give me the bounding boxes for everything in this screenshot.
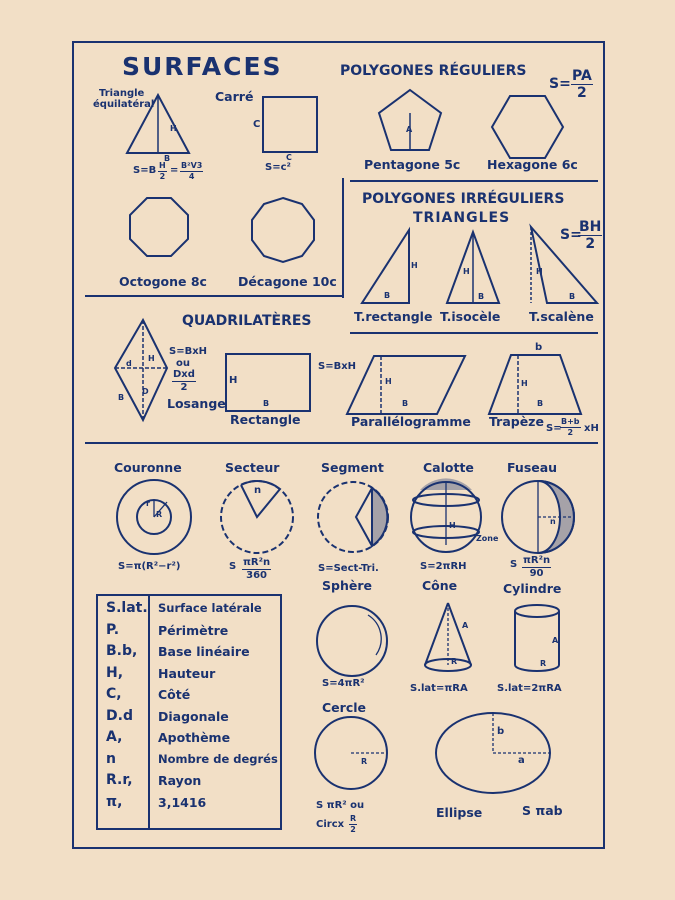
losange-formula-1: S=BxH xyxy=(169,346,208,357)
triangle-formula-s: S=B xyxy=(133,165,157,176)
legend-abbr: R.r, xyxy=(106,772,133,788)
trapezoid-formula-x: xH xyxy=(584,423,599,434)
triangle-eq: = xyxy=(170,165,179,176)
isosceles-h: H xyxy=(463,267,470,276)
fuseau-frac-den: 90 xyxy=(529,568,544,579)
legend-row xyxy=(98,708,280,729)
rectangle-h: H xyxy=(229,375,238,386)
sphere-formula: S=4πR² xyxy=(322,678,365,689)
legend-abbr: H, xyxy=(106,664,124,681)
legend-abbr: S.lat. xyxy=(106,600,148,616)
irregular-formula-frac xyxy=(578,220,602,251)
triangle-h: H xyxy=(170,124,177,133)
trapezoid-formula-s: S= xyxy=(546,423,562,434)
cone-r: R xyxy=(451,657,458,666)
secteur-s: S xyxy=(229,561,237,572)
couronne-r: r xyxy=(146,499,150,508)
legend-definition: Nombre de degrés xyxy=(158,751,278,766)
regular-formula-s: S= xyxy=(549,76,571,92)
isosceles-label: T.isocèle xyxy=(440,309,501,324)
legend-row xyxy=(98,772,280,793)
pentagon-a: A xyxy=(406,125,413,134)
losange-h: H xyxy=(148,354,155,363)
legend-definition: Apothème xyxy=(158,730,231,745)
legend-abbr: A, xyxy=(106,729,123,745)
legend-definition: 3,1416 xyxy=(158,794,207,810)
legend-definition: Diagonale xyxy=(158,708,229,724)
legend-abbr: B.b, xyxy=(106,643,138,659)
ellipse-formula: S πab xyxy=(522,803,563,818)
square-label: Carré xyxy=(215,89,254,104)
scalene-h: H xyxy=(536,267,543,276)
losange-frac xyxy=(172,370,196,393)
decagon-label: Décagone 10c xyxy=(238,274,337,289)
cylinder-label: Cylindre xyxy=(503,581,562,596)
right-triangle-label: T.rectangle xyxy=(354,309,433,324)
triangle-b: B xyxy=(164,154,171,163)
calotte-label: Calotte xyxy=(423,460,474,475)
ellipse-label: Ellipse xyxy=(436,805,483,820)
regular-formula-num: PA xyxy=(572,68,592,84)
square-bottom-c: C xyxy=(286,153,292,162)
triangle-frac-2-num: B²V3 xyxy=(181,161,203,170)
rectangle-label: Rectangle xyxy=(230,412,301,427)
couronne-label: Couronne xyxy=(114,460,182,475)
segment-fill xyxy=(372,488,387,546)
losange-d-big: D xyxy=(142,387,149,396)
parallelogram-h: H xyxy=(385,377,392,386)
abbreviations-legend xyxy=(96,594,282,830)
parallelogram-label: Parallélogramme xyxy=(351,414,471,429)
right-triangle-b: B xyxy=(384,291,391,300)
hexagon-label: Hexagone 6c xyxy=(487,157,578,172)
cercle-formula-2: Circx xyxy=(316,819,345,830)
cylinder-r: R xyxy=(540,659,547,668)
fuseau-n: n xyxy=(550,517,556,526)
legend-definition: Base linéaire xyxy=(158,644,250,659)
legend-row xyxy=(98,600,280,621)
page-title: SURFACES xyxy=(122,52,283,81)
legend-row xyxy=(98,622,280,643)
legend-row xyxy=(98,751,280,772)
secteur-frac xyxy=(242,558,271,581)
trapezoid-h: H xyxy=(521,379,528,388)
triangle-frac-1-num: H xyxy=(159,161,166,170)
triangle-label-2: équilatéral xyxy=(93,99,155,110)
fuseau-label: Fuseau xyxy=(507,460,558,475)
secteur-n: n xyxy=(254,485,262,496)
couronne-R: R xyxy=(156,510,163,519)
octagon-label: Octogone 8c xyxy=(119,274,207,289)
secteur-label: Secteur xyxy=(225,460,280,475)
legend-row xyxy=(98,794,280,815)
secteur-frac-den: 360 xyxy=(246,570,267,581)
decagon xyxy=(252,198,314,262)
cercle-r: R xyxy=(361,757,368,766)
cylinder-top xyxy=(515,605,559,617)
hexagon xyxy=(492,96,563,158)
quadrilateres-heading: QUADRILATÈRES xyxy=(182,313,312,329)
couronne-formula: S=π(R²−r²) xyxy=(118,561,181,572)
trapezoid-frac-den: 2 xyxy=(567,428,574,437)
rectangle-b: B xyxy=(263,399,270,408)
irregular-polygons-heading: POLYGONES IRRÉGULIERS xyxy=(362,191,565,207)
irregular-formula-num: BH xyxy=(579,219,602,235)
trapezoid-label: Trapèze xyxy=(489,414,544,429)
losange-d-small: d xyxy=(126,359,132,368)
losange-label: Losange xyxy=(167,396,226,411)
legend-abbr: P. xyxy=(106,621,120,638)
legend-row xyxy=(98,665,280,686)
segment-label: Segment xyxy=(321,460,384,475)
losange-frac-den: 2 xyxy=(180,382,188,393)
segment-chord xyxy=(356,488,372,546)
fuseau-s: S xyxy=(510,559,518,570)
trapezoid-frac-num: B+b xyxy=(561,417,580,426)
square-side-c: C xyxy=(253,119,261,130)
legend-definition: Hauteur xyxy=(158,665,216,681)
triangle-frac-2-den: 4 xyxy=(188,172,195,181)
trapezoid-top-b: b xyxy=(535,342,543,353)
cylinder-base xyxy=(515,665,559,671)
scalene-label: T.scalène xyxy=(529,309,594,324)
right-triangle-h: H xyxy=(411,261,418,270)
fuseau-frac-num: πR²n xyxy=(523,555,551,566)
fuseau-frac xyxy=(522,556,551,579)
calotte-zone: Zone xyxy=(476,534,499,543)
legend-row xyxy=(98,686,280,707)
cone-a: A xyxy=(462,621,469,630)
octagon xyxy=(130,198,188,256)
sphere xyxy=(317,606,387,676)
sphere-label: Sphère xyxy=(322,578,372,593)
triangle-frac-1 xyxy=(158,162,167,181)
triangle-frac-1-den: 2 xyxy=(159,172,166,181)
legend-row xyxy=(98,643,280,664)
cercle-frac-num: R xyxy=(350,814,357,823)
legend-definition: Périmètre xyxy=(158,622,229,638)
regular-formula-frac xyxy=(571,69,593,100)
legend-abbr: D.d xyxy=(106,707,133,724)
legend-definition: Surface latérale xyxy=(158,601,262,615)
legend-definition: Rayon xyxy=(158,773,202,788)
legend-abbr: π, xyxy=(106,793,123,810)
triangle-frac-2 xyxy=(180,162,203,181)
legend-row xyxy=(98,729,280,750)
rhombus xyxy=(115,320,167,420)
cercle-label: Cercle xyxy=(322,700,366,715)
cercle-frac xyxy=(349,815,357,834)
legend-definition: Côté xyxy=(158,687,191,702)
calotte-h: H xyxy=(449,521,456,530)
losange-frac-num: Dxd xyxy=(173,369,195,380)
triangles-subheading: TRIANGLES xyxy=(413,210,511,226)
legend-abbr: C, xyxy=(106,686,122,702)
irregular-formula-den: 2 xyxy=(585,236,596,252)
irregular-formula-s: S= xyxy=(560,227,582,243)
trapezoid xyxy=(489,355,581,414)
parallelogram-formula: S=BxH xyxy=(318,361,357,372)
losange-b: B xyxy=(118,393,125,402)
trapezoid-b: B xyxy=(537,399,544,408)
pentagon-label: Pentagone 5c xyxy=(364,157,461,172)
segment-formula: S=Sect-Tri. xyxy=(318,563,379,574)
trapezoid-frac xyxy=(560,418,581,437)
cone-label: Cône xyxy=(422,578,458,593)
square xyxy=(263,97,317,152)
ellipse-a: a xyxy=(518,755,525,766)
secteur-frac-num: πR²n xyxy=(243,557,271,568)
legend-abbr: n xyxy=(106,750,116,767)
cylinder-a: A xyxy=(552,636,559,645)
calotte-formula: S=2πRH xyxy=(420,561,467,572)
ellipse-b: b xyxy=(497,726,505,737)
cylinder-formula: S.lat=2πRA xyxy=(497,683,562,694)
cercle-formula-1: S πR² ou xyxy=(316,800,365,811)
losange-ou: ou xyxy=(176,358,190,369)
triangle-label-1: Triangle xyxy=(99,88,145,99)
cone-formula: S.lat=πRA xyxy=(410,683,468,694)
isosceles-b: B xyxy=(478,292,485,301)
cercle-frac-den: 2 xyxy=(350,825,356,834)
square-formula: S=c² xyxy=(265,162,291,173)
regular-formula-den: 2 xyxy=(577,85,587,101)
parallelogram-b: B xyxy=(402,399,409,408)
regular-polygons-heading: POLYGONES RÉGULIERS xyxy=(340,63,527,79)
scalene-b: B xyxy=(569,292,576,301)
